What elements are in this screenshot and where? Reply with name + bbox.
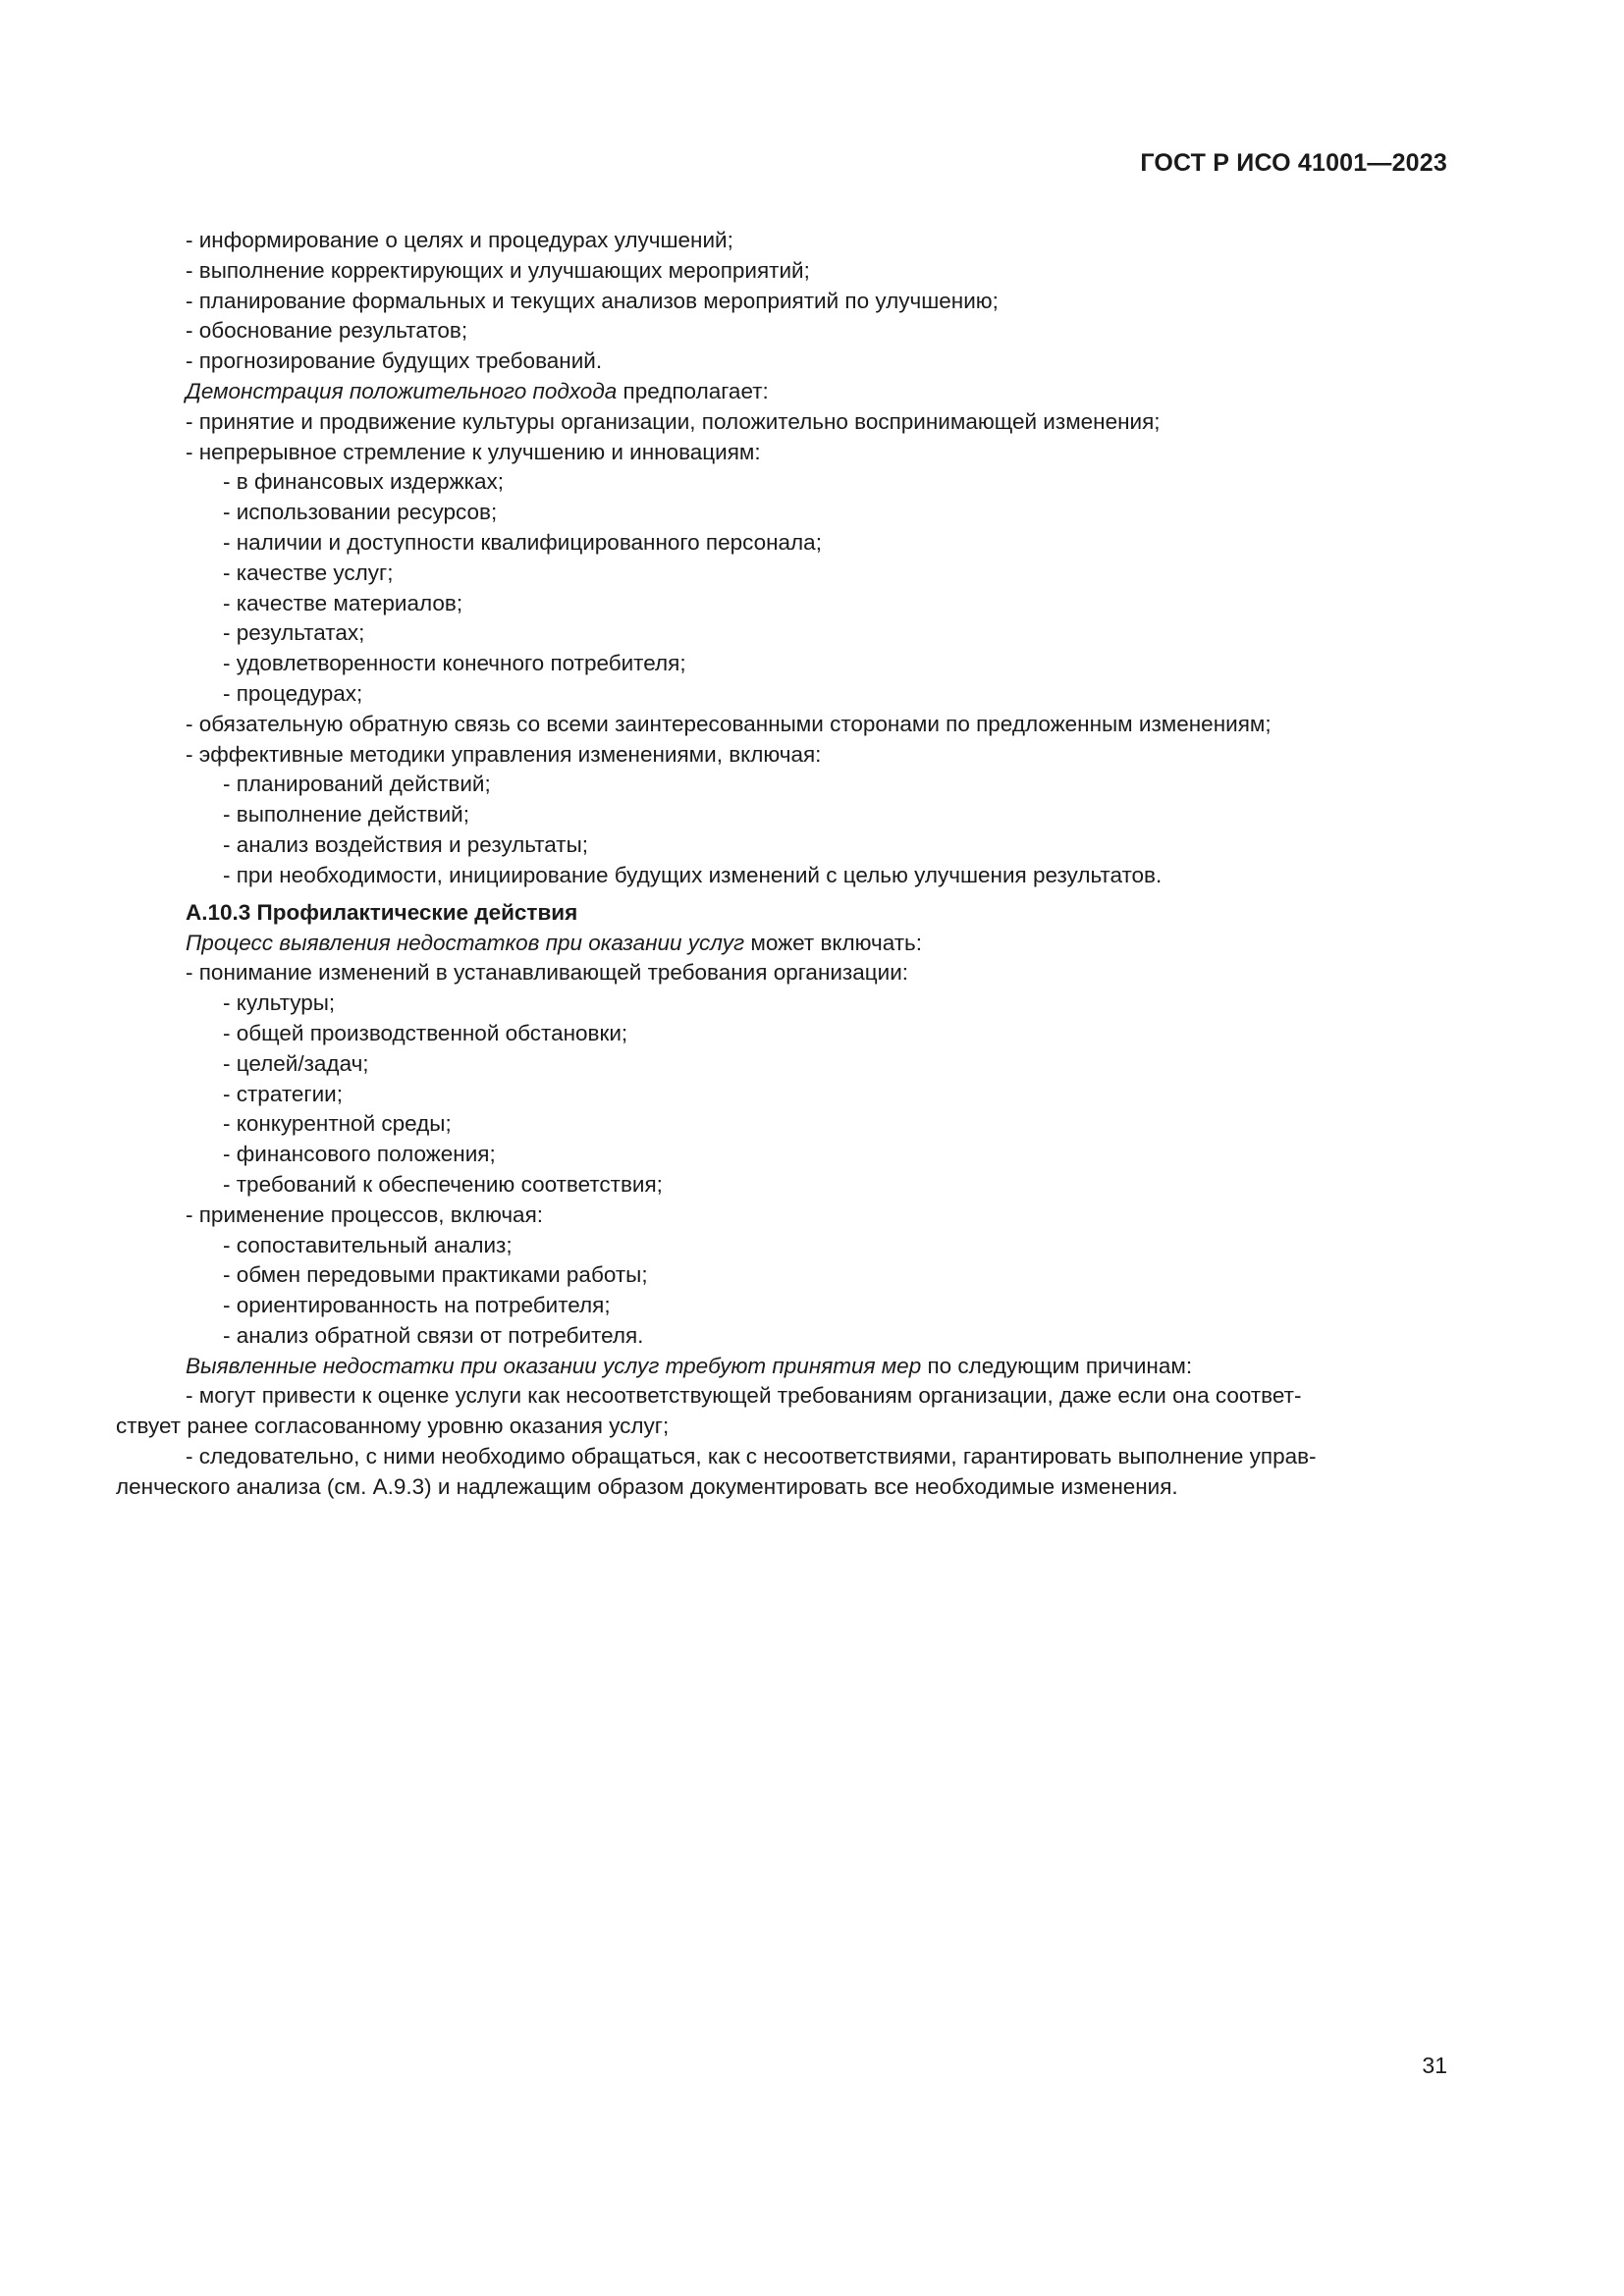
list-item: - выполнение корректирующих и улучшающих мероприятий; bbox=[186, 257, 810, 283]
sub-list-item: - конкурентной среды; bbox=[223, 1111, 452, 1137]
sub-list-item: - качестве материалов; bbox=[223, 590, 463, 615]
sub-list-item: - культуры; bbox=[223, 990, 336, 1016]
page-body bbox=[116, 226, 1447, 1503]
sub-list-item: - требований к обеспечению соответствия; bbox=[223, 1171, 663, 1197]
sub-list-item: - при необходимости, инициирование будущих изменений с целью улучшения результатов. bbox=[223, 862, 1163, 887]
positive-approach-rest: предполагает: bbox=[617, 378, 769, 403]
list-item: - обязательную обратную связь со всеми заинтересованными сторонами по предложенным изменениям; bbox=[186, 711, 1272, 736]
reasons-term: Выявленные недостатки при оказании услуг требуют принятия мер bbox=[186, 1353, 922, 1378]
page-number: 31 bbox=[1422, 2053, 1447, 2078]
section-intro-term: Процесс выявления недостатков при оказании услуг bbox=[186, 930, 745, 955]
document-code: ГОСТ Р ИСО 41001—2023 bbox=[1140, 149, 1447, 177]
reasons-rest: по следующим причинам: bbox=[921, 1353, 1193, 1378]
sub-list-item: - ориентированность на потребителя; bbox=[223, 1293, 611, 1318]
paragraph-line: - могут привести к оценке услуги как несоответствующей требованиям организации, даже если она соответ- bbox=[186, 1383, 1302, 1409]
sub-list-item: - наличии и доступности квалифицированного персонала; bbox=[223, 529, 822, 555]
sub-list-item: - процедурах; bbox=[223, 680, 363, 706]
paragraph-line: - следовательно, с ними необходимо обращаться, как с несоответствиями, гарантировать выполнение управ- bbox=[186, 1444, 1317, 1469]
sub-list-item: - выполнение действий; bbox=[223, 802, 470, 828]
sub-list-item: - удовлетворенности конечного потребителя; bbox=[223, 651, 686, 676]
paragraph-line: ленческого анализа (см. А.9.3) и надлежащим образом документировать все необходимые изменения. bbox=[116, 1473, 1178, 1499]
positive-approach-term: Демонстрация положительного подхода bbox=[186, 378, 618, 403]
positive-approach-lead bbox=[116, 377, 1447, 407]
sub-list-item: - анализ обратной связи от потребителя. bbox=[223, 1322, 644, 1348]
sub-list-item: - в финансовых издержках; bbox=[223, 469, 504, 495]
sub-list-item: - целей/задач; bbox=[223, 1050, 369, 1076]
list-item: - непрерывное стремление к улучшению и инновациям: bbox=[186, 439, 761, 464]
list-item: - планирование формальных и текущих анализов мероприятий по улучшению; bbox=[186, 288, 999, 313]
sub-list-item: - анализ воздействия и результаты; bbox=[223, 831, 589, 857]
section-heading: А.10.3 Профилактические действия bbox=[186, 899, 578, 925]
list-item: - эффективные методики управления изменениями, включая: bbox=[186, 741, 822, 767]
sub-list-item: - качестве услуг; bbox=[223, 560, 394, 585]
sub-list-item: - общей производственной обстановки; bbox=[223, 1020, 628, 1045]
section-intro-rest: может включать: bbox=[744, 930, 923, 955]
list-item: - обоснование результатов; bbox=[186, 318, 468, 344]
section-intro bbox=[116, 929, 1447, 959]
sub-list-item: - планирований действий; bbox=[223, 772, 491, 797]
sub-list-item: - сопоставительный анализ; bbox=[223, 1232, 513, 1257]
sub-list-item: - результатах; bbox=[223, 620, 365, 646]
sub-list-item: - финансового положения; bbox=[223, 1142, 496, 1167]
list-item: - понимание изменений в устанавливающей требования организации: bbox=[186, 960, 909, 986]
sub-list-item: - обмен передовыми практиками работы; bbox=[223, 1262, 648, 1288]
sub-list-item: - использовании ресурсов; bbox=[223, 500, 498, 525]
reasons-lead bbox=[116, 1352, 1447, 1382]
paragraph-line: ствует ранее согласованному уровню оказания услуг; bbox=[116, 1414, 670, 1439]
list-item: - применение процессов, включая: bbox=[186, 1201, 543, 1227]
list-item: - принятие и продвижение культуры организации, положительно воспринимающей изменения; bbox=[186, 408, 1161, 434]
list-item: - прогнозирование будущих требований. bbox=[186, 348, 603, 374]
list-item: - информирование о целях и процедурах улучшений; bbox=[186, 228, 733, 252]
sub-list-item: - стратегии; bbox=[223, 1081, 343, 1106]
